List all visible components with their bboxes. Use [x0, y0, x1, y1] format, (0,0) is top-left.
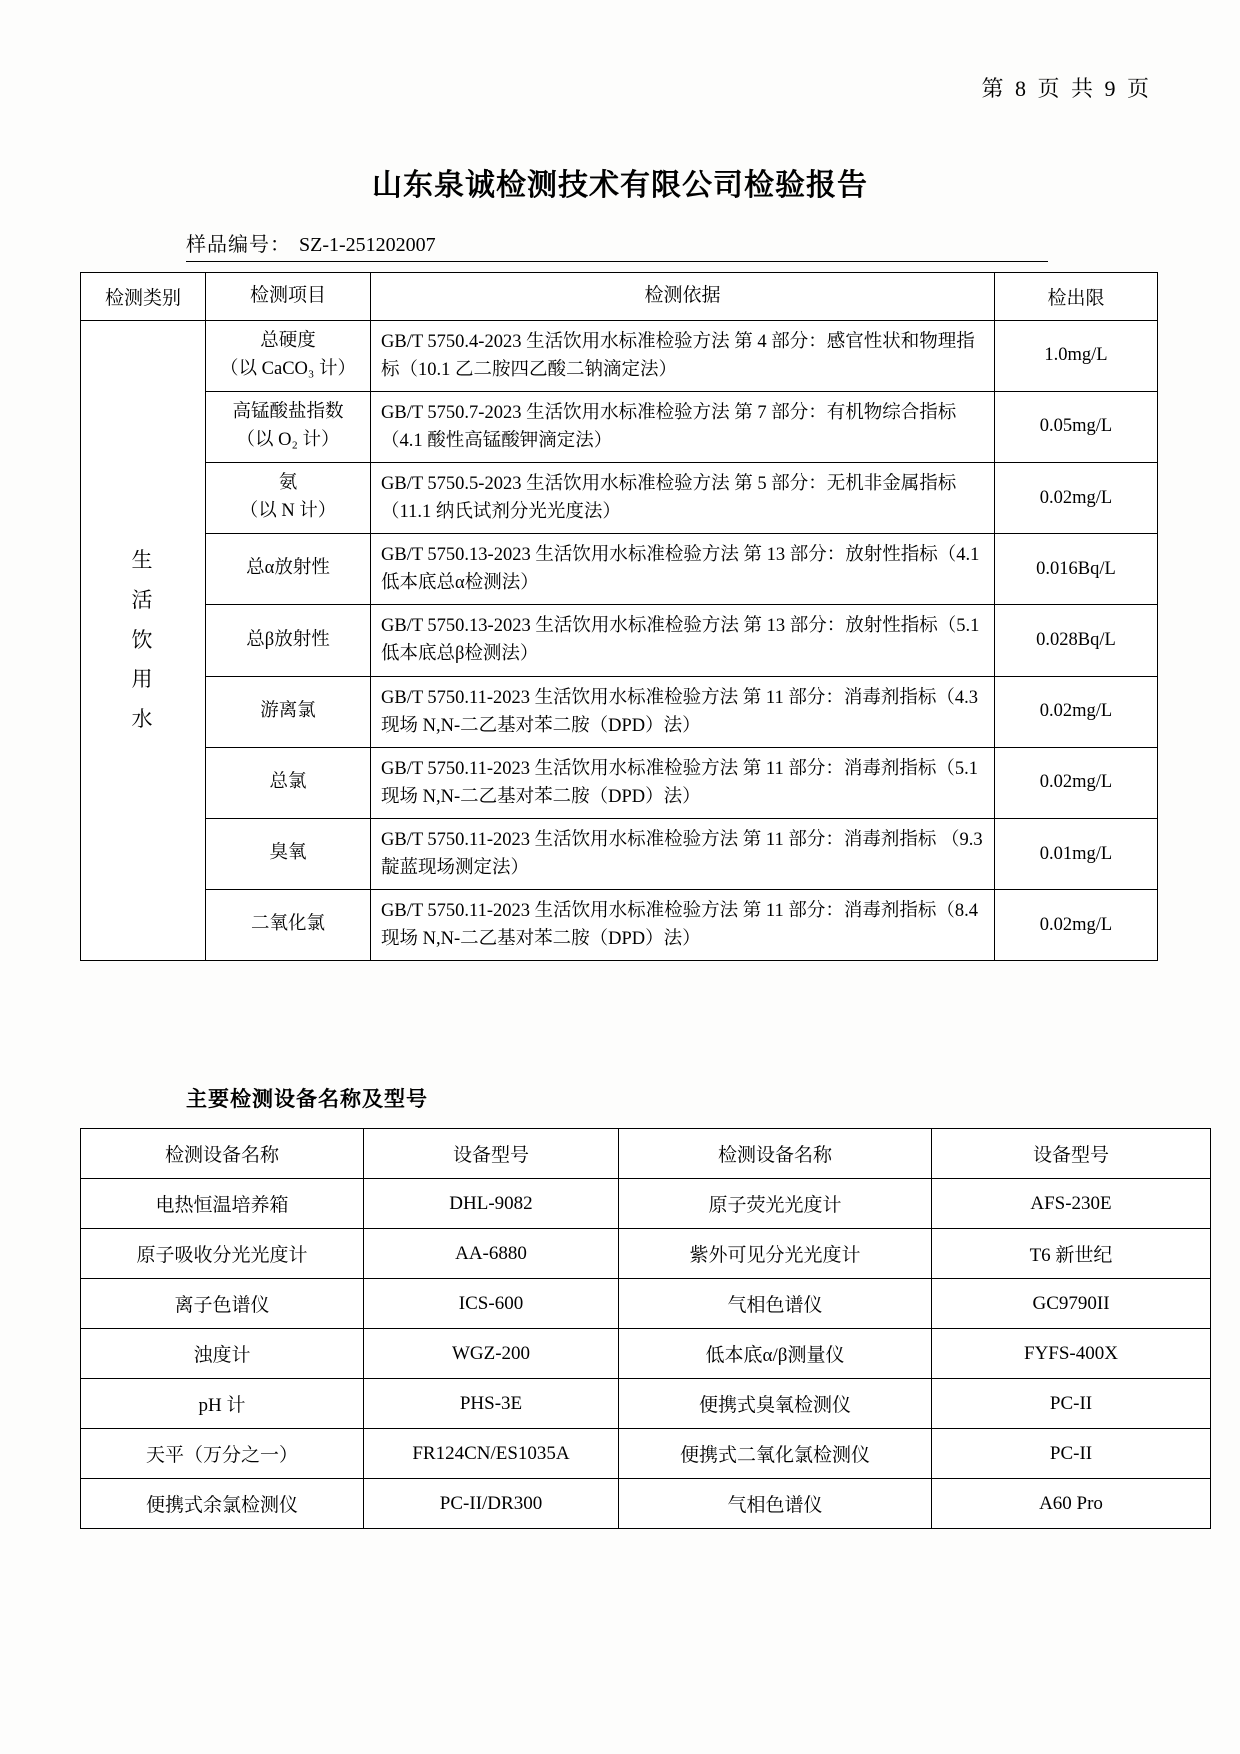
test-items-table: [80, 272, 1158, 961]
item-name: 氨: [278, 473, 298, 494]
header-basis: 检测依据: [371, 273, 995, 321]
equipment-model: PC-II/DR300: [364, 1479, 619, 1529]
table-row: [81, 1279, 1211, 1329]
sample-number-label: 样品编号：: [186, 234, 291, 256]
item-cell: [206, 676, 371, 747]
table-row: [81, 1329, 1211, 1379]
limit-cell: 0.028Bq/L: [995, 605, 1158, 676]
item-cell: [206, 747, 371, 818]
table-row: [81, 605, 1158, 676]
item-name: 游离氯: [260, 700, 316, 721]
table-row: [81, 320, 1158, 391]
equipment-name: 天平（万分之一）: [81, 1429, 364, 1479]
item-name: 总α放射性: [246, 558, 330, 579]
equipment-model: PC-II: [932, 1429, 1211, 1479]
category-char: 生: [131, 547, 155, 572]
category-char: 饮: [131, 627, 155, 652]
equipment-name: 原子荧光光度计: [619, 1179, 932, 1229]
equipment-model: WGZ-200: [364, 1329, 619, 1379]
table-header-row: [81, 273, 1158, 321]
equipment-name: 原子吸收分光光度计: [81, 1229, 364, 1279]
item-cell: [206, 391, 371, 462]
equipment-model: AA-6880: [364, 1229, 619, 1279]
item-unit: （以 CaCO₃ 计）: [220, 358, 356, 379]
item-name: 二氧化氯: [250, 914, 325, 935]
limit-cell: 0.02mg/L: [995, 890, 1158, 961]
equipment-name: pH 计: [81, 1379, 364, 1429]
category-char: 水: [131, 707, 155, 732]
limit-cell: 0.05mg/L: [995, 391, 1158, 462]
equipment-model: T6 新世纪: [932, 1229, 1211, 1279]
equipment-name: 浊度计: [81, 1329, 364, 1379]
basis-cell: GB/T 5750.13-2023 生活饮用水标准检验方法 第 13 部分：放射性指标（5.1 低本底总β检测法）: [371, 605, 995, 676]
table-row: [81, 676, 1158, 747]
sample-number-line: [186, 228, 1048, 262]
equipment-table: [80, 1128, 1211, 1529]
equipment-model: ICS-600: [364, 1279, 619, 1329]
equipment-model: DHL-9082: [364, 1179, 619, 1229]
basis-cell: GB/T 5750.11-2023 生活饮用水标准检验方法 第 11 部分：消毒剂指标 （9.3 靛蓝现场测定法）: [371, 819, 995, 890]
item-unit: （以 N 计）: [239, 501, 337, 522]
table-row: [81, 1479, 1211, 1529]
equipment-name: 低本底α/β测量仪: [619, 1329, 932, 1379]
header-category: 检测类别: [81, 273, 206, 321]
category-char: 用: [131, 667, 155, 692]
table-row: [81, 1179, 1211, 1229]
limit-cell: 0.02mg/L: [995, 462, 1158, 533]
equipment-name: 便携式余氯检测仪: [81, 1479, 364, 1529]
table-row: [81, 391, 1158, 462]
equipment-section-title: 主要检测设备名称及型号: [186, 1087, 428, 1111]
basis-cell: GB/T 5750.7-2023 生活饮用水标准检验方法 第 7 部分：有机物综合指标（4.1 酸性高锰酸钾滴定法）: [371, 391, 995, 462]
equipment-model: PC-II: [932, 1379, 1211, 1429]
item-unit: （以 O₂ 计）: [236, 429, 340, 450]
table-row: [81, 819, 1158, 890]
table-row: [81, 534, 1158, 605]
item-name: 高锰酸盐指数: [232, 402, 344, 423]
item-name: 总β放射性: [246, 629, 330, 650]
category-cell: [81, 320, 206, 961]
item-name: 总氯: [269, 772, 307, 793]
item-cell: [206, 534, 371, 605]
page-title: 山东泉诚检测技术有限公司检验报告: [372, 169, 868, 202]
equipment-model: GC9790II: [932, 1279, 1211, 1329]
equipment-name: 电热恒温培养箱: [81, 1179, 364, 1229]
basis-cell: GB/T 5750.11-2023 生活饮用水标准检验方法 第 11 部分：消毒剂指标（5.1 现场 N,N-二乙基对苯二胺（DPD）法）: [371, 747, 995, 818]
header-equipment-model-left: 设备型号: [364, 1129, 619, 1179]
header-equipment-model-right: 设备型号: [932, 1129, 1211, 1179]
limit-cell: 1.0mg/L: [995, 320, 1158, 391]
equipment-model: PHS-3E: [364, 1379, 619, 1429]
header-equipment-name-left: 检测设备名称: [81, 1129, 364, 1179]
equipment-model: A60 Pro: [932, 1479, 1211, 1529]
item-cell: [206, 819, 371, 890]
table-row: [81, 1229, 1211, 1279]
item-cell: [206, 462, 371, 533]
table-row: [81, 747, 1158, 818]
item-cell: [206, 605, 371, 676]
table-row: [81, 1379, 1211, 1429]
basis-cell: GB/T 5750.5-2023 生活饮用水标准检验方法 第 5 部分：无机非金属指标（11.1 纳氏试剂分光光度法）: [371, 462, 995, 533]
table-row: [81, 462, 1158, 533]
equipment-name: 气相色谱仪: [619, 1479, 932, 1529]
limit-cell: 0.01mg/L: [995, 819, 1158, 890]
item-name: 总硬度: [260, 330, 316, 351]
header-limit: 检出限: [995, 273, 1158, 321]
equipment-name: 气相色谱仪: [619, 1279, 932, 1329]
limit-cell: 0.016Bq/L: [995, 534, 1158, 605]
table-row: [81, 890, 1158, 961]
equipment-name: 便携式臭氧检测仪: [619, 1379, 932, 1429]
table-row: [81, 1429, 1211, 1479]
category-char: 活: [131, 587, 155, 612]
header-equipment-name-right: 检测设备名称: [619, 1129, 932, 1179]
equipment-name: 离子色谱仪: [81, 1279, 364, 1329]
equipment-name: 紫外可见分光光度计: [619, 1229, 932, 1279]
sample-number-value: SZ-1-251202007: [299, 234, 436, 256]
page-indicator: 第 8 页 共 9 页: [981, 76, 1152, 101]
limit-cell: 0.02mg/L: [995, 676, 1158, 747]
equipment-model: FYFS-400X: [932, 1329, 1211, 1379]
equipment-name: 便携式二氧化氯检测仪: [619, 1429, 932, 1479]
item-cell: [206, 320, 371, 391]
basis-cell: GB/T 5750.11-2023 生活饮用水标准检验方法 第 11 部分：消毒剂指标（8.4 现场 N,N-二乙基对苯二胺（DPD）法）: [371, 890, 995, 961]
header-item: 检测项目: [206, 273, 371, 321]
basis-cell: GB/T 5750.11-2023 生活饮用水标准检验方法 第 11 部分：消毒剂指标（4.3 现场 N,N-二乙基对苯二胺（DPD）法）: [371, 676, 995, 747]
basis-cell: GB/T 5750.13-2023 生活饮用水标准检验方法 第 13 部分：放射性指标（4.1 低本底总α检测法）: [371, 534, 995, 605]
equipment-model: FR124CN/ES1035A: [364, 1429, 619, 1479]
item-name: 臭氧: [269, 843, 307, 864]
limit-cell: 0.02mg/L: [995, 747, 1158, 818]
basis-cell: GB/T 5750.4-2023 生活饮用水标准检验方法 第 4 部分：感官性状和物理指标（10.1 乙二胺四乙酸二钠滴定法）: [371, 320, 995, 391]
item-cell: [206, 890, 371, 961]
equipment-model: AFS-230E: [932, 1179, 1211, 1229]
table-header-row: [81, 1129, 1211, 1179]
